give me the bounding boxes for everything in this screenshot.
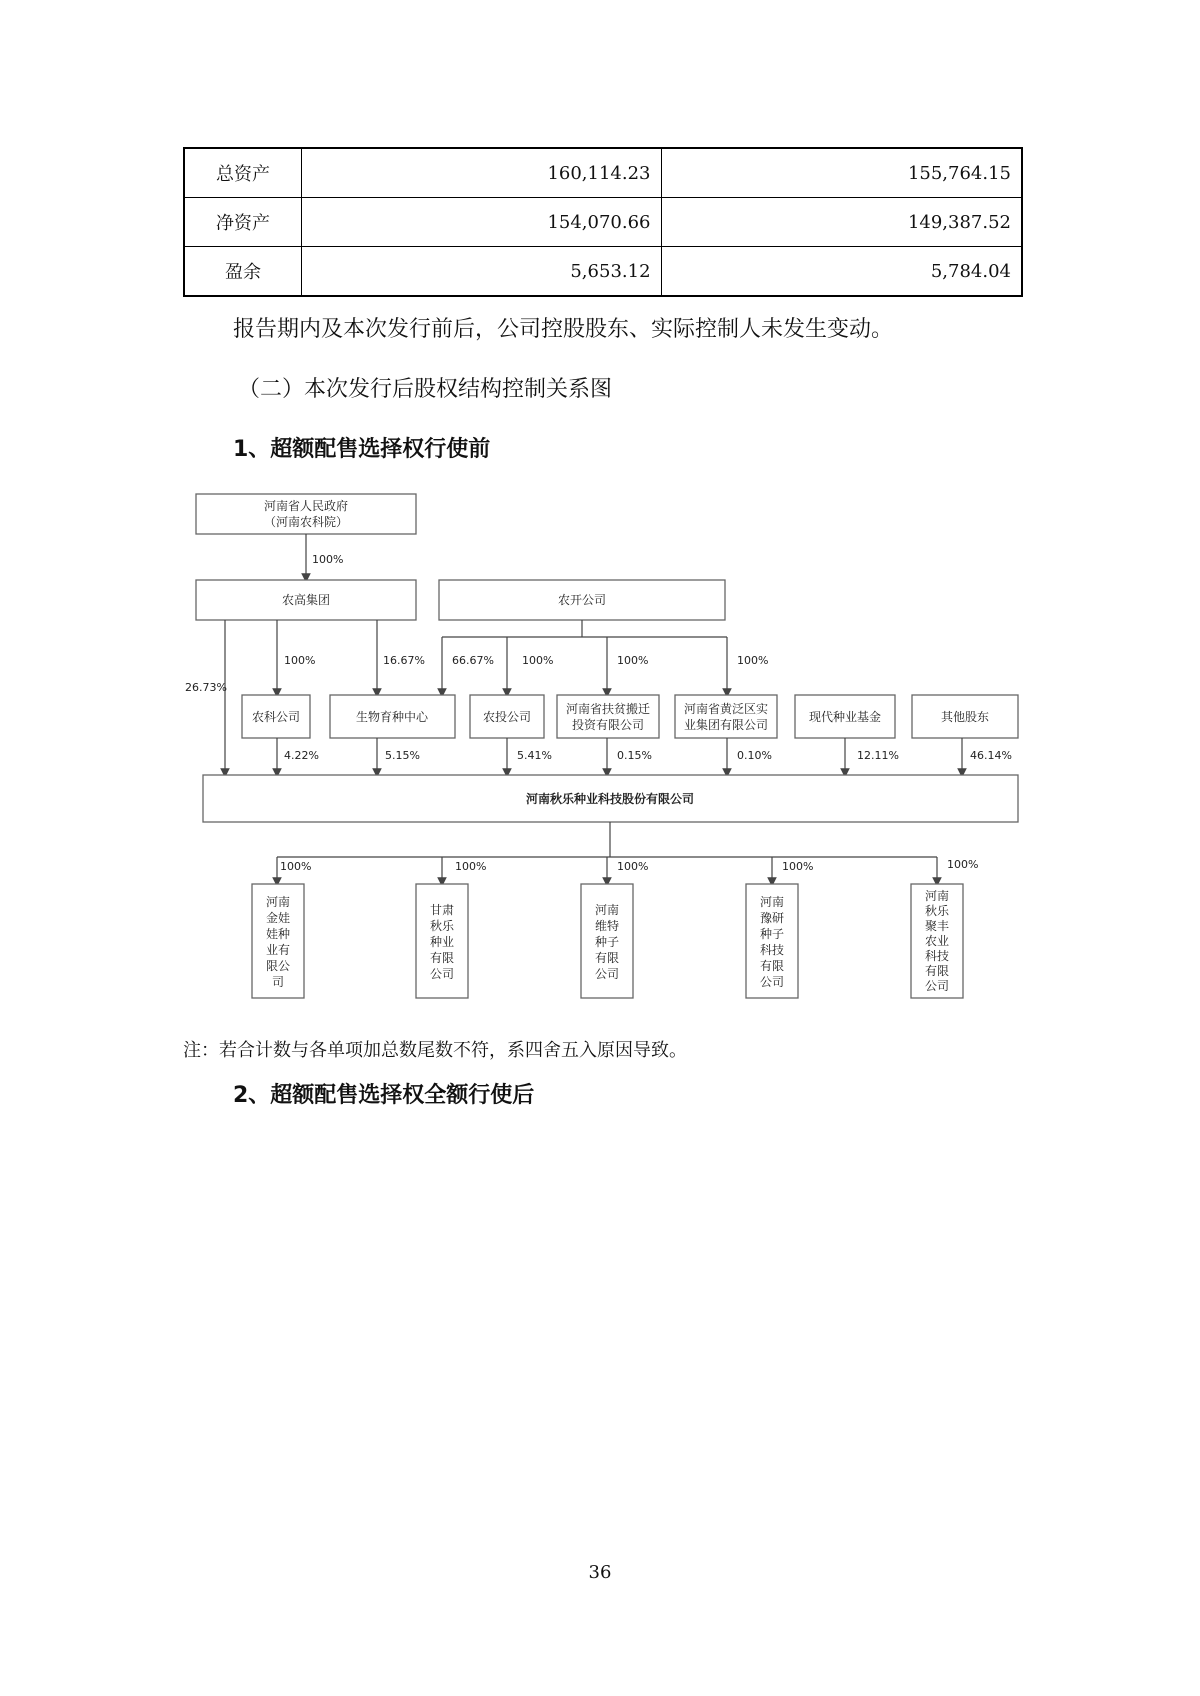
xiandai-label: 现代种业基金 — [808, 710, 882, 724]
subsidiary-2 — [581, 857, 648, 998]
pct-kai-fupin: 100% — [617, 654, 649, 667]
nonggao-label: 农高集团 — [281, 593, 331, 607]
sub-line-text: 公司 — [594, 967, 620, 981]
gov-label-1: 河南省人民政府 — [263, 499, 349, 513]
pct-shengwu: 5.15% — [385, 749, 420, 762]
shengwu-label: 生物育种中心 — [355, 710, 429, 724]
sub-line-text: 河南 — [759, 895, 785, 909]
sub-pct: 100% — [782, 860, 814, 873]
sub-line-text: 有限 — [759, 959, 785, 973]
row-value-1: 160,114.23 — [302, 148, 662, 198]
sub-line-text: 农业 — [924, 934, 950, 948]
sub-line-text: 司 — [271, 975, 285, 989]
row-value-2: 155,764.15 — [661, 148, 1022, 198]
sub-line-text: 河南 — [265, 895, 291, 909]
section-title: （二）本次发行后股权结构控制关系图 — [238, 377, 613, 402]
pct-xiandai: 12.11% — [857, 749, 899, 762]
huangfan-label-1: 河南省黄泛区实 — [683, 702, 769, 716]
sub-line-text: 河南 — [924, 889, 950, 903]
pct-nongke: 4.22% — [284, 749, 319, 762]
sub-line-text: 种业 — [429, 935, 455, 949]
sub-line-text: 科技 — [759, 943, 785, 957]
pct-nonggao-direct: 26.73% — [185, 681, 227, 694]
sub-pct: 100% — [617, 860, 649, 873]
sub-line-text: 甘肃 — [429, 903, 455, 917]
sub-line-text: 维特 — [594, 919, 620, 933]
sub-line-text: 河南 — [594, 903, 620, 917]
sub-pct: 100% — [280, 860, 312, 873]
fupin-label-2: 投资有限公司 — [571, 718, 645, 732]
sub-line-text: 限公 — [265, 959, 291, 973]
pct-qita: 46.14% — [970, 749, 1012, 762]
pct-nongtou: 5.41% — [517, 749, 552, 762]
sub-line-text: 公司 — [924, 979, 950, 993]
subsidiary-3 — [746, 857, 813, 998]
nongkai-label: 农开公司 — [557, 593, 607, 607]
sub-line-text: 有限 — [594, 951, 620, 965]
sub-line-text: 公司 — [429, 967, 455, 981]
subheading-before: 1、超额配售选择权行使前 — [233, 437, 491, 462]
gov-label-2: （河南农科院） — [263, 515, 349, 529]
row-value-1: 5,653.12 — [302, 247, 662, 297]
subheading-after: 2、超额配售选择权全额行使后 — [233, 1083, 535, 1108]
qita-label: 其他股东 — [940, 710, 990, 724]
sub-line-text: 种子 — [759, 927, 785, 941]
row-value-2: 149,387.52 — [661, 198, 1022, 247]
sub-pct: 100% — [947, 858, 979, 871]
subsidiary-0 — [252, 857, 311, 998]
sub-line-text: 业有 — [265, 943, 291, 957]
pct-kai-nongtou: 100% — [522, 654, 554, 667]
subsidiary-4 — [911, 857, 978, 998]
nongtou-label: 农投公司 — [482, 710, 532, 724]
row-label: 盈余 — [184, 247, 302, 297]
sub-line-text: 聚丰 — [924, 919, 950, 933]
footnote: 注：若合计数与各单项加总数尾数不符，系四舍五入原因导致。 — [183, 1040, 687, 1061]
row-label: 总资产 — [184, 148, 302, 198]
fupin-label-1: 河南省扶贫搬迁 — [565, 702, 651, 716]
sub-line-text: 秋乐 — [924, 904, 950, 918]
row-value-2: 5,784.04 — [661, 247, 1022, 297]
subsidiary-1 — [416, 857, 486, 998]
sub-line-text: 有限 — [924, 964, 950, 978]
row-label: 净资产 — [184, 198, 302, 247]
row-value-1: 154,070.66 — [302, 198, 662, 247]
body-paragraph: 报告期内及本次发行前后，公司控股股东、实际控制人未发生变动。 — [233, 317, 894, 342]
pct-huangfan: 0.10% — [737, 749, 772, 762]
pct-shengwu-parent: 16.67% — [383, 654, 425, 667]
pct-gov: 100% — [312, 553, 344, 566]
sub-pct: 100% — [455, 860, 487, 873]
sub-line-text: 公司 — [759, 975, 785, 989]
sub-line-text: 科技 — [924, 949, 950, 963]
main-company-label: 河南秋乐种业科技股份有限公司 — [525, 792, 695, 806]
pct-kai-huangfan: 100% — [737, 654, 769, 667]
sub-line-text: 豫研 — [759, 911, 785, 925]
sub-line-text: 种子 — [594, 935, 620, 949]
pct-fupin: 0.15% — [617, 749, 652, 762]
sub-line-text: 有限 — [429, 951, 455, 965]
nongke-label: 农科公司 — [251, 710, 301, 724]
pct-kai-shengwu: 66.67% — [452, 654, 494, 667]
huangfan-label-2: 业集团有限公司 — [683, 718, 769, 732]
sub-line-text: 娃种 — [265, 927, 291, 941]
page-number: 36 — [588, 1562, 612, 1583]
sub-line-text: 金娃 — [265, 911, 291, 925]
pct-nongke-parent: 100% — [284, 654, 316, 667]
sub-line-text: 秋乐 — [429, 919, 455, 933]
